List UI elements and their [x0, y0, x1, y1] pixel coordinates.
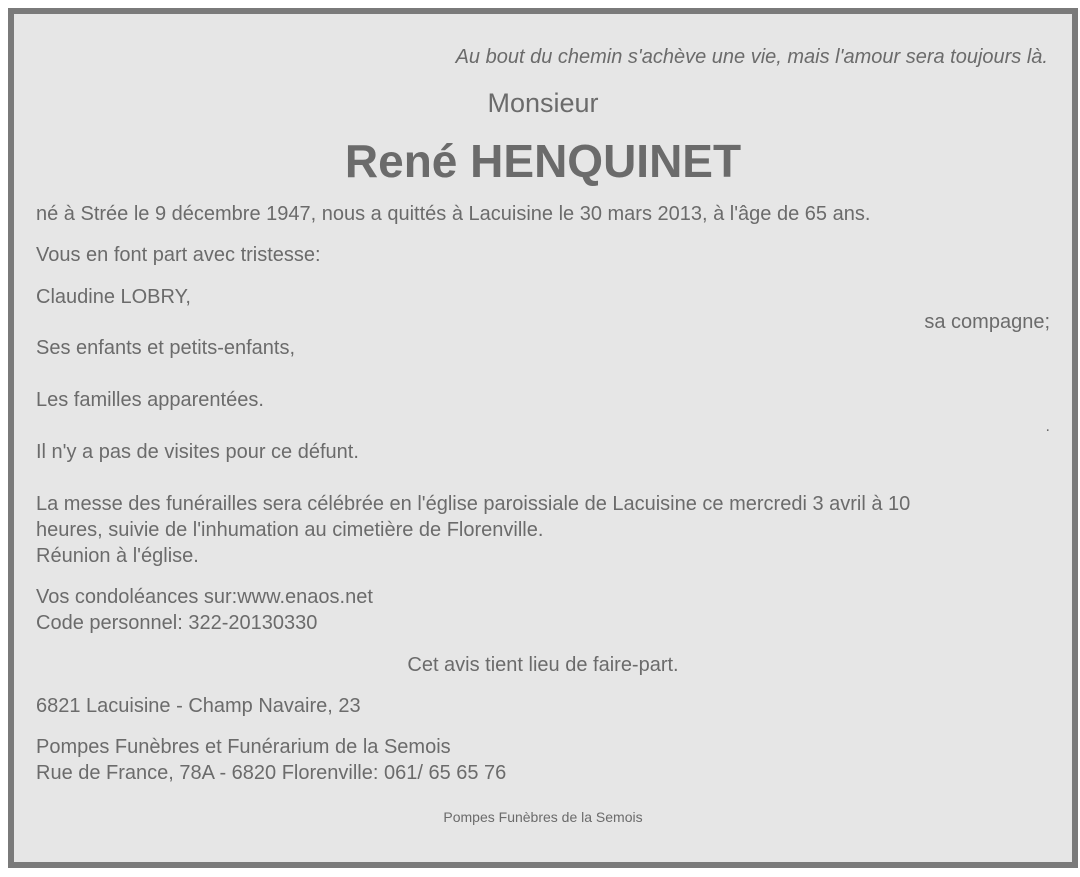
condolences-link[interactable]: Vos condoléances sur:www.enaos.net — [36, 586, 373, 608]
separator-dot: . — [1045, 418, 1050, 435]
partner-name: Claudine LOBRY, — [36, 286, 191, 308]
mass-line-2: heures, suivie de l'inhumation au cimetière de Florenville. — [36, 519, 544, 541]
condolences-paragraph — [36, 584, 373, 636]
footer-credit: Pompes Funèbres de la Semois — [443, 809, 643, 825]
visits-line: Il n'y a pas de visites pour ce défunt. — [36, 441, 359, 463]
mass-line-3: Réunion à l'église. — [36, 545, 199, 567]
mass-paragraph — [36, 491, 910, 569]
announce-line: Vous en font part avec tristesse: — [36, 244, 321, 266]
birth-death-line: né à Strée le 9 décembre 1947, nous a quittés à Lacuisine le 30 mars 2013, à l'âge de 65 ans. — [36, 203, 871, 225]
children-line: Ses enfants et petits-enfants, — [36, 337, 296, 359]
mass-line-1: La messe des funérailles sera célébrée en l'église paroissiale de Lacuisine ce mercredi 3 avril à 10 — [36, 493, 911, 515]
funeral-home-paragraph — [36, 734, 506, 786]
quote-text: Au bout du chemin s'achève une vie, mais l'amour sera toujours là. — [455, 46, 1048, 68]
personal-code: Code personnel: 322-20130330 — [36, 612, 318, 634]
honorific: Monsieur — [487, 88, 599, 118]
deceased-name: René HENQUINET — [344, 135, 742, 187]
funeral-home-name: Pompes Funèbres et Funérarium de la Semois — [36, 736, 451, 758]
families-line: Les familles apparentées. — [36, 389, 264, 411]
obituary-notice — [8, 8, 1078, 868]
funeral-home-address: Rue de France, 78A - 6820 Florenville: 061/ 65 65 76 — [36, 762, 507, 784]
faire-part-line: Cet avis tient lieu de faire-part. — [407, 654, 679, 676]
partner-role: sa compagne; — [924, 311, 1050, 333]
address-line: 6821 Lacuisine - Champ Navaire, 23 — [36, 695, 361, 717]
